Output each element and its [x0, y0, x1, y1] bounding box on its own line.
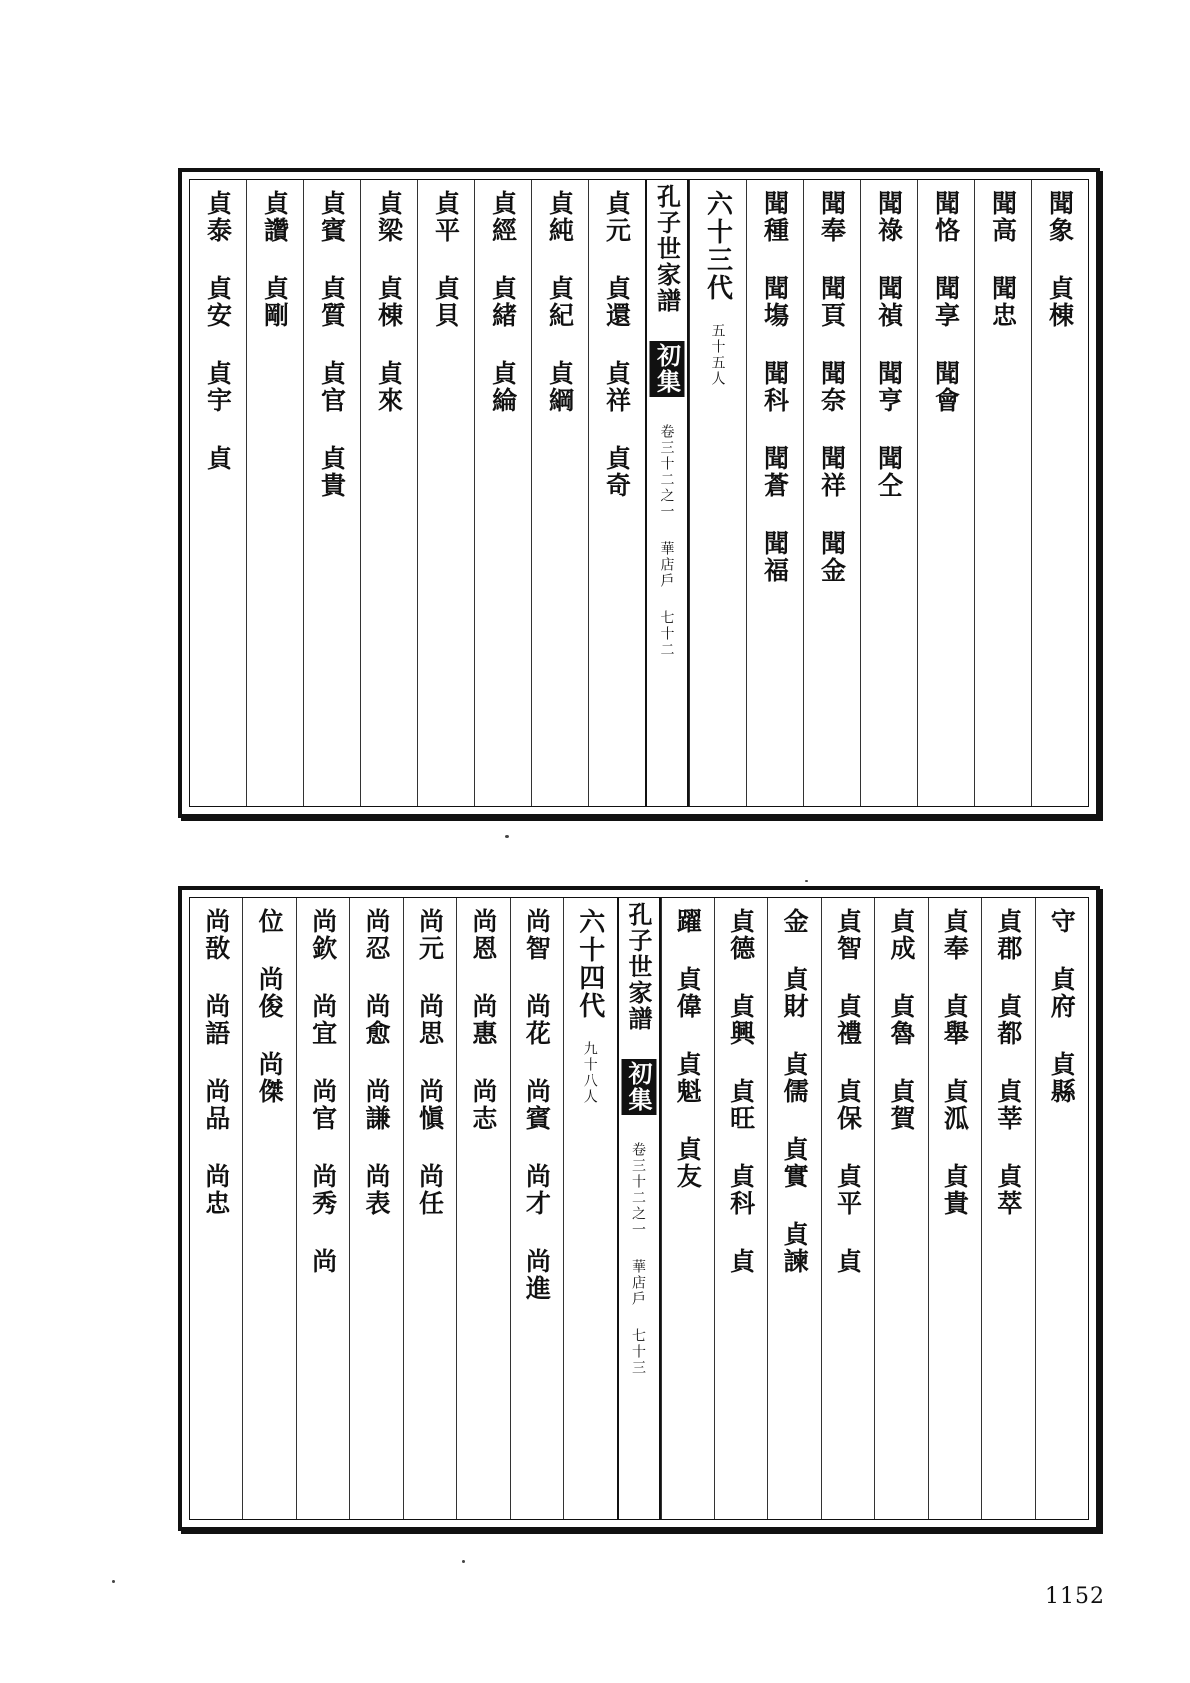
- upper-gutter: [645, 180, 689, 806]
- lower-inner-frame: [189, 897, 1089, 1520]
- upper-leaf: 七十二: [658, 610, 675, 658]
- upper-left-col-6: 貞賓 貞質 貞官 貞貴: [303, 180, 360, 806]
- page-number: 1152: [1045, 1584, 1105, 1609]
- lower-right-col-2: 貞郡 貞都 貞莘 貞萃: [981, 898, 1034, 1519]
- lower-gutter: [617, 898, 661, 1519]
- upper-page-panel: [178, 168, 1100, 818]
- upper-right-col-6: 聞種 聞塲 聞科 聞蒼 聞福: [746, 180, 803, 806]
- upper-generation-count: 五十五人: [709, 323, 726, 387]
- upper-left-col-3: 貞經 貞緒 貞綸: [474, 180, 531, 806]
- upper-title: 孔子世家譜: [652, 184, 682, 314]
- lower-right-col-1: 守 貞府 貞縣: [1035, 898, 1088, 1519]
- upper-gutter-text: [650, 184, 685, 658]
- lower-title: 孔子世家譜: [624, 902, 653, 1032]
- lower-generation-count: 九十八人: [581, 1041, 598, 1105]
- lower-gutter-text: [621, 902, 656, 1376]
- upper-branch: 華店戶: [658, 541, 675, 589]
- lower-generation-heading: [572, 908, 609, 1105]
- lower-left-col-5: 尚欽 尚宜 尚官 尚秀 尚: [296, 898, 349, 1519]
- upper-left-col-8: 貞泰 貞安 貞宇 貞: [203, 190, 233, 472]
- upper-inner-frame: [189, 179, 1089, 807]
- lower-left-col-7: 尚敔 尚語 尚品 尚忠: [201, 908, 231, 1217]
- upper-right-col-1: 聞象 貞棟: [1031, 180, 1088, 806]
- upper-left-col-5: 貞梁 貞棟 貞來: [360, 180, 417, 806]
- lower-right-col-7: 貞德 貞興 貞旺 貞科 貞: [714, 898, 767, 1519]
- lower-left-col-3: 尚元 尚思 尚愼 尚任: [403, 898, 456, 1519]
- lower-right-col-4: 貞成 貞魯 貞賀: [874, 898, 927, 1519]
- lower-right-col-3: 貞奉 貞舉 貞泒 貞貴: [928, 898, 981, 1519]
- upper-left-col-1: 貞元 貞還 貞祥 貞奇: [588, 180, 645, 806]
- lower-right-col-6: 金 貞財 貞儒 貞實 貞諫: [767, 898, 820, 1519]
- upper-generation-heading: [700, 190, 737, 387]
- scan-speck: [805, 880, 808, 882]
- lower-right-col-5: 貞智 貞禮 貞保 貞平 貞: [821, 898, 874, 1519]
- upper-left-col-2: 貞純 貞紀 貞綱: [531, 180, 588, 806]
- lower-leaf: 七十三: [630, 1328, 646, 1376]
- upper-volume: 卷三十二之一: [658, 424, 675, 520]
- upper-right-col-4: 聞祿 聞禎 聞亨 聞仝: [860, 180, 917, 806]
- lower-generation-label: 六十四代: [574, 908, 605, 1020]
- upper-left-col-7: 貞讚 貞剛: [246, 180, 303, 806]
- scan-speck: [505, 835, 509, 838]
- lower-page-panel: [178, 886, 1100, 1531]
- upper-generation-label: 六十三代: [702, 190, 733, 302]
- lower-left-col-6: 位 尚俊 尚傑: [242, 898, 295, 1519]
- upper-right-col-3: 聞恪 聞享 聞會: [917, 180, 974, 806]
- lower-left-col-4: 尚忍 尚愈 尚謙 尚表: [349, 898, 402, 1519]
- lower-left-col-1: 尚智 尚花 尚賓 尚才 尚進: [510, 898, 563, 1519]
- lower-branch: 華店戶: [630, 1259, 646, 1307]
- upper-generation-col: [689, 180, 746, 806]
- lower-volume: 卷三十二之一: [630, 1142, 646, 1238]
- scan-speck: [112, 1580, 115, 1583]
- upper-left-col-4: 貞平 貞貝: [417, 180, 474, 806]
- upper-right-col-5: 聞奉 聞頁 聞奈 聞祥 聞金: [803, 180, 860, 806]
- scan-speck: [462, 1560, 465, 1563]
- upper-right-col-2: 聞高 聞忠: [974, 180, 1031, 806]
- lower-right-col-8: 躍 貞偉 貞魁 貞友: [661, 898, 714, 1519]
- lower-generation-col: [563, 898, 616, 1519]
- lower-left-col-2: 尚恩 尚惠 尚志: [456, 898, 509, 1519]
- upper-collection: 初集: [650, 341, 685, 397]
- lower-collection: 初集: [621, 1059, 656, 1115]
